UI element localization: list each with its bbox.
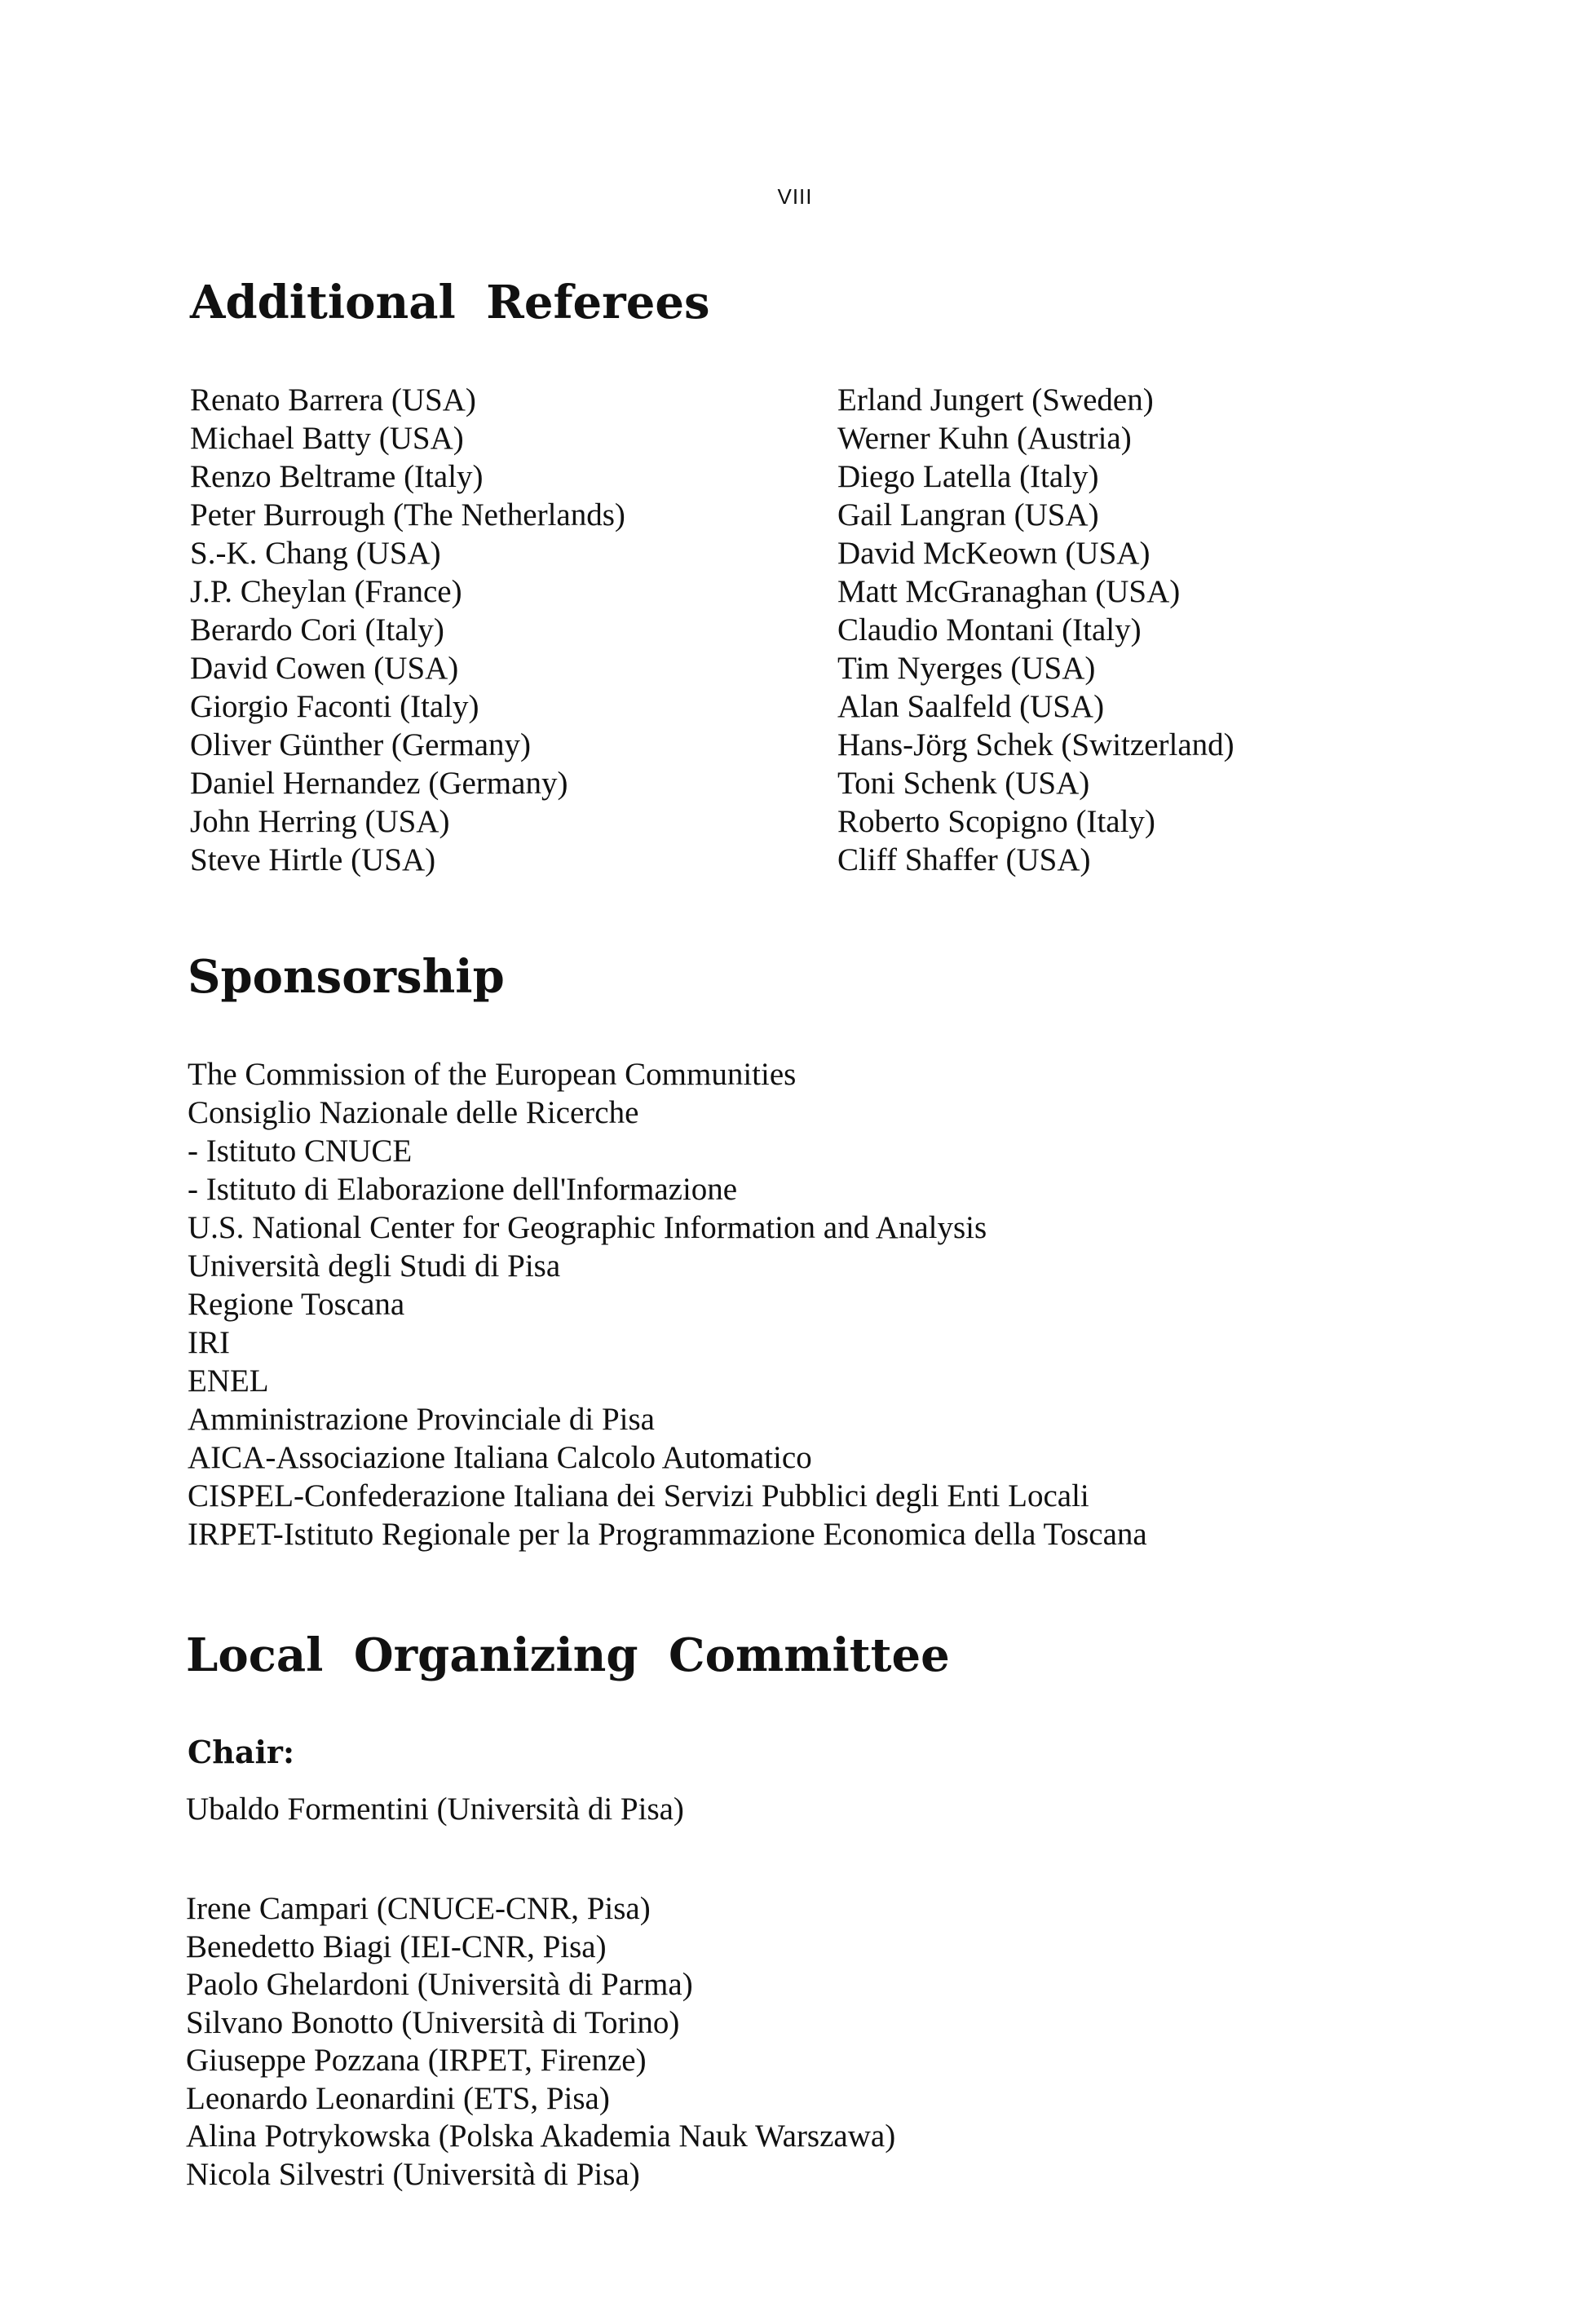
list-item: Tim Nyerges (USA) bbox=[837, 651, 1096, 686]
list-item: Erland Jungert (Sweden) bbox=[837, 382, 1154, 418]
list-item: Cliff Shaffer (USA) bbox=[837, 842, 1091, 877]
list-item: Claudio Montani (Italy) bbox=[837, 612, 1142, 647]
list-item: IRI bbox=[188, 1325, 230, 1360]
chair-list bbox=[186, 1790, 684, 1828]
list-item: AICA-Associazione Italiana Calcolo Automatico bbox=[188, 1440, 812, 1475]
list-item: S.-K. Chang (USA) bbox=[190, 536, 441, 571]
list-item: Peter Burrough (The Netherlands) bbox=[190, 497, 625, 532]
referees-left-column bbox=[190, 381, 625, 879]
list-item: Giorgio Faconti (Italy) bbox=[190, 689, 479, 724]
list-item: Leonardo Leonardini (ETS, Pisa) bbox=[186, 2080, 610, 2116]
list-item: Amministrazione Provinciale di Pisa bbox=[188, 1402, 655, 1437]
list-item: - Istituto CNUCE bbox=[188, 1133, 413, 1169]
list-item: David Cowen (USA) bbox=[190, 651, 459, 686]
sponsorship-heading: Sponsorship bbox=[188, 950, 505, 1004]
list-item: J.P. Cheylan (France) bbox=[190, 574, 462, 609]
list-item: The Commission of the European Communities bbox=[188, 1057, 797, 1092]
additional-referees-heading: Additional Referees bbox=[190, 276, 710, 329]
list-item: Alan Saalfeld (USA) bbox=[837, 689, 1105, 724]
sponsorship-list bbox=[188, 1055, 1147, 1553]
list-item: Diego Latella (Italy) bbox=[837, 459, 1099, 494]
list-item: Berardo Cori (Italy) bbox=[190, 612, 444, 647]
local-committee-heading: Local Organizing Committee bbox=[186, 1628, 950, 1682]
list-item: Consiglio Nazionale delle Ricerche bbox=[188, 1095, 639, 1130]
page-number: VIII bbox=[777, 184, 813, 209]
list-item: Roberto Scopigno (Italy) bbox=[837, 804, 1155, 839]
list-item: Nicola Silvestri (Università di Pisa) bbox=[186, 2156, 640, 2192]
list-item: Irene Campari (CNUCE-CNR, Pisa) bbox=[186, 1891, 651, 1926]
list-item: IRPET-Istituto Regionale per la Programmazione Economica della Toscana bbox=[188, 1517, 1147, 1552]
list-item: Michael Batty (USA) bbox=[190, 421, 464, 456]
committee-members-list bbox=[186, 1890, 895, 2194]
list-item: Renzo Beltrame (Italy) bbox=[190, 459, 484, 494]
list-item: Daniel Hernandez (Germany) bbox=[190, 766, 568, 801]
list-item: Renato Barrera (USA) bbox=[190, 382, 476, 418]
list-item: Benedetto Biagi (IEI-CNR, Pisa) bbox=[186, 1929, 607, 1964]
list-item: Steve Hirtle (USA) bbox=[190, 842, 436, 877]
list-item: CISPEL-Confederazione Italiana dei Servizi Pubblici degli Enti Locali bbox=[188, 1478, 1089, 1513]
list-item: Hans-Jörg Schek (Switzerland) bbox=[837, 727, 1234, 762]
list-item: Regione Toscana bbox=[188, 1287, 405, 1322]
list-item: - Istituto di Elaborazione dell'Informazione bbox=[188, 1172, 738, 1207]
referees-right-column bbox=[837, 381, 1234, 879]
list-item: Giuseppe Pozzana (IRPET, Firenze) bbox=[186, 2043, 647, 2078]
list-item: Gail Langran (USA) bbox=[837, 497, 1099, 532]
list-item: Silvano Bonotto (Università di Torino) bbox=[186, 2004, 680, 2040]
list-item: Alina Potrykowska (Polska Akademia Nauk Warszawa) bbox=[186, 2119, 896, 2154]
chair-label: Chair: bbox=[188, 1734, 294, 1770]
chair-name: Ubaldo Formentini (Università di Pisa) bbox=[186, 1792, 684, 1827]
list-item: Toni Schenk (USA) bbox=[837, 766, 1090, 801]
list-item: David McKeown (USA) bbox=[837, 536, 1151, 571]
list-item: ENEL bbox=[188, 1363, 269, 1398]
list-item: U.S. National Center for Geographic Information and Analysis bbox=[188, 1210, 987, 1245]
list-item: Università degli Studi di Pisa bbox=[188, 1248, 561, 1284]
list-item: Oliver Günther (Germany) bbox=[190, 727, 532, 762]
list-item: Paolo Ghelardoni (Università di Parma) bbox=[186, 1967, 693, 2002]
list-item: John Herring (USA) bbox=[190, 804, 450, 839]
list-item: Matt McGranaghan (USA) bbox=[837, 574, 1181, 609]
list-item: Werner Kuhn (Austria) bbox=[837, 421, 1132, 456]
